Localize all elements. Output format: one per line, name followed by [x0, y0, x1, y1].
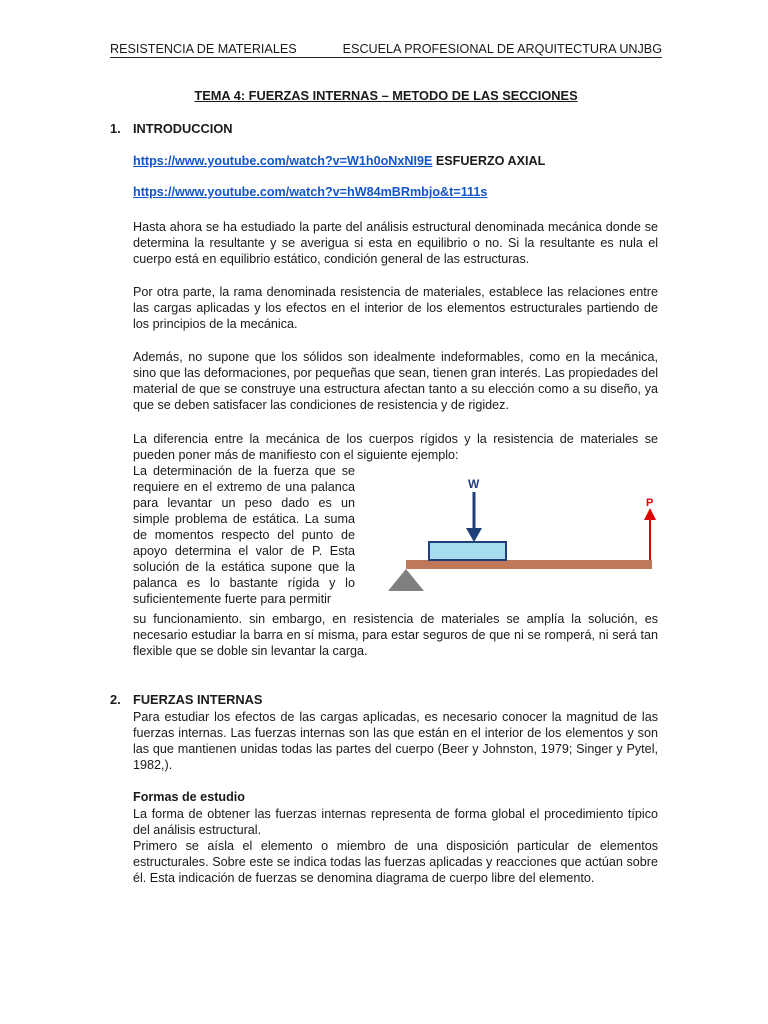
- section-1-heading: [110, 121, 233, 136]
- section-2-paragraph-1: Para estudiar los efectos de las cargas aplicadas, es necesario conocer la magnitud de las fuerzas internas. Las fuerzas internas son las que están en el interior de los elementos y son las que mantienen unidas todas las partes del cuerpo (Beer y Johnston, 1979; Singer y Pytel, 1982,).: [133, 710, 658, 772]
- weight-block: [429, 542, 506, 560]
- link-1-label: ESFUERZO AXIAL: [435, 154, 546, 168]
- label-w: W: [468, 477, 480, 491]
- support-triangle: [388, 569, 424, 591]
- paragraph-3: Además, no supone que los sólidos son idealmente indeformables, como en la mecánica, sino que las deformaciones, por pequeñas que sean, tienen gran interés. Las propiedades del material de que se construye una estructura afectan tanto a su elección como a su diseño, ya que se deben satisfacer las condiciones de resistencia y de rigidez.: [133, 350, 658, 412]
- label-p: P: [646, 497, 654, 509]
- lever-diagram: [370, 470, 670, 600]
- section-2-number: 2.: [110, 692, 121, 707]
- page-header: [110, 42, 662, 58]
- section-2-heading: [110, 692, 262, 707]
- section-2-paragraph-3: Primero se aísla el elemento o miembro de una disposición particular de elementos estructurales. Sobre este se indica todas las fuerzas aplicadas y reacciones que actúan sobre él. Esta indicación de fuerzas se denomina diagrama de cuerpo libre del elemento.: [133, 839, 658, 885]
- force-p-arrow-head: [644, 508, 656, 520]
- paragraph-5-side: La determinación de la fuerza que se requiere en el extremo de una palanca para levantar un peso dado es un simple problema de estática. La suma de momentos respecto del punto de apoyo determina el valor de P. Esta solución de la estática supone que la palanca es lo bastante rígida y lo suficientemente fuerte para permitir: [133, 464, 355, 606]
- youtube-link-1[interactable]: https://www.youtube.com/watch?v=W1h0oNxNI9E: [133, 154, 433, 168]
- lever-beam: [406, 560, 652, 569]
- section-1-number: 1.: [110, 121, 121, 136]
- youtube-link-2[interactable]: https://www.youtube.com/watch?v=hW84mBRmbjo&t=111s: [133, 185, 488, 199]
- subheading-formas: Formas de estudio: [133, 790, 245, 804]
- section-2-title: FUERZAS INTERNAS: [133, 692, 263, 707]
- paragraph-2: Por otra parte, la rama denominada resistencia de materiales, establece las relaciones entre las cargas aplicadas y los efectos en el interior de los elementos estructurales partiendo de los principios de la mecánica.: [133, 285, 658, 331]
- paragraph-1: Hasta ahora se ha estudiado la parte del análisis estructural denominada mecánica donde se determina la resultante y se averigua si esta en equilibrio o no. Si la resultante es nula el cuerpo está en equilibrio estático, condición general de las estructuras.: [133, 220, 658, 266]
- header-right: ESCUELA PROFESIONAL DE ARQUITECTURA UNJBG: [342, 42, 662, 56]
- link-line-1: [133, 154, 545, 168]
- paragraph-4: La diferencia entre la mecánica de los cuerpos rígidos y la resistencia de materiales se pueden poner más de manifiesto con el siguiente ejemplo:: [133, 432, 658, 462]
- page-title: TEMA 4: FUERZAS INTERNAS – METODO DE LAS SECCIONES: [194, 88, 578, 103]
- paragraph-5-continued: su funcionamiento. sin embargo, en resistencia de materiales se amplía la solución, es necesario estudiar la barra en sí misma, para estar seguros de que ni se romperá, ni será tan flexible que se doble sin levantar la carga.: [133, 612, 658, 658]
- header-left: RESISTENCIA DE MATERIALES: [110, 42, 297, 56]
- link-line-2: [133, 185, 487, 199]
- weight-arrow-head: [466, 528, 482, 542]
- section-1-title: INTRODUCCION: [133, 121, 233, 136]
- section-2-paragraph-2: La forma de obtener las fuerzas internas representa de forma global el procedimiento típico del análisis estructural.: [133, 807, 658, 837]
